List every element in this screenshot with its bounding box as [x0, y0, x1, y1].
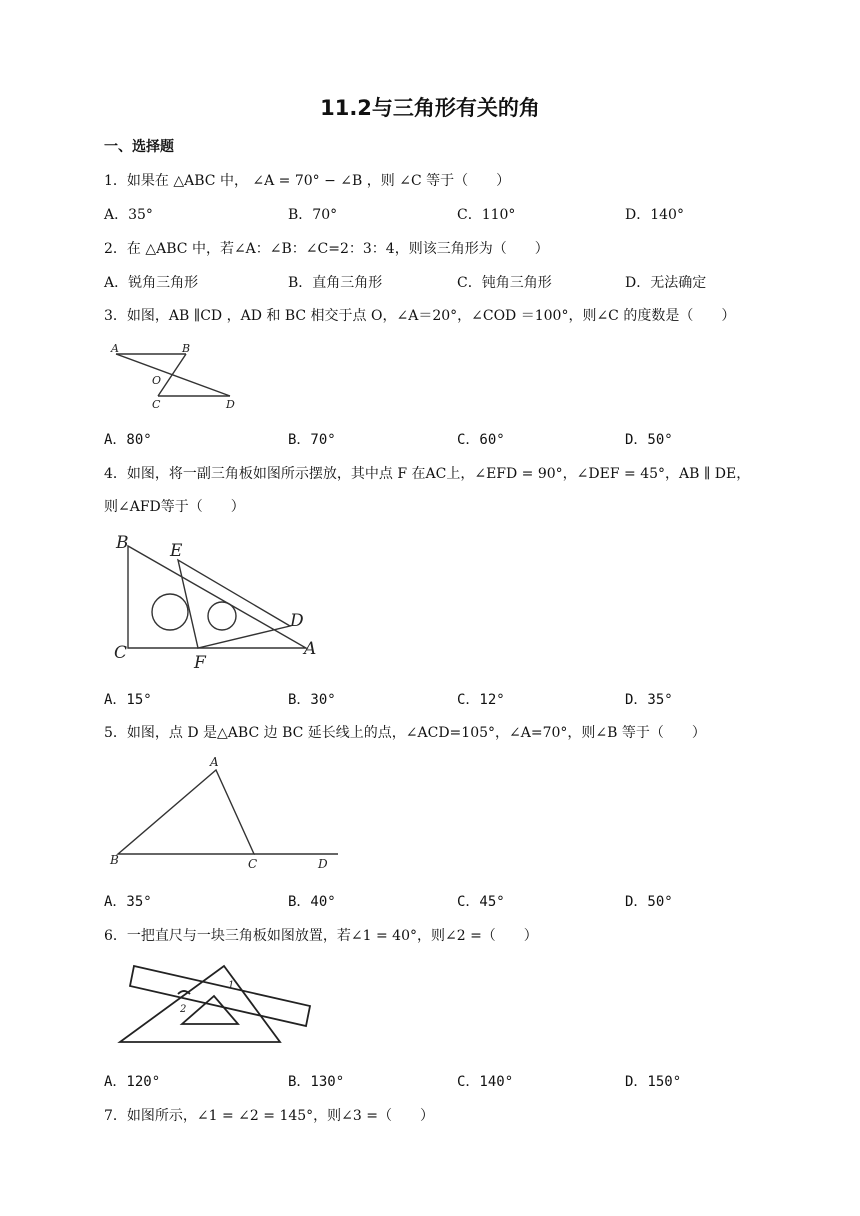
question-1-stem: 1．如果在 △ABC 中， ∠A = 70° − ∠B ，则 ∠C 等于（ ） [104, 173, 511, 189]
angle-2-arc [178, 991, 190, 994]
label-c: C [248, 857, 258, 871]
hole-circle-1 [152, 594, 188, 630]
label-a: A [111, 342, 119, 355]
label-b: B [116, 533, 129, 553]
question-5-stem: 5．如图，点 D 是△ABC 边 BC 延长线上的点，∠ACD=105°，∠A=70°，则∠B 等于（ ） [104, 725, 706, 741]
set-square-efd [178, 560, 290, 648]
question-3-stem: 3．如图，AB ∥CD ，AD 和 BC 相交于点 O，∠A＝20°，∠COD ＝100°，则∠C 的度数是（ ） [104, 308, 736, 324]
label-d: D [226, 398, 235, 411]
question-3-option-b[interactable]: B．70° [288, 432, 336, 448]
set-square-outer [120, 966, 280, 1042]
label-b: B [182, 342, 191, 355]
question-4-option-a[interactable]: A．15° [104, 692, 152, 708]
question-4-stem-cont: 则∠AFD等于（ ） [104, 499, 245, 515]
question-4-option-b[interactable]: B．30° [288, 692, 336, 708]
question-4-figure [110, 532, 330, 672]
question-5-option-b[interactable]: B．40° [288, 894, 336, 910]
triangle-abc [118, 770, 254, 854]
question-5-option-a[interactable]: A．35° [104, 894, 152, 910]
label-e: E [170, 541, 183, 561]
section-heading: 一、选择题 [104, 139, 174, 155]
question-2-stem: 2．在 △ABC 中，若∠A：∠B：∠C=2：3：4，则该三角形为（ ） [104, 241, 549, 257]
line-ad [116, 354, 230, 396]
label-f: F [194, 653, 206, 672]
question-1-option-c[interactable]: C．110° [457, 207, 516, 223]
label-d: D [290, 611, 304, 631]
page-title: 11.2与三角形有关的角 [320, 96, 540, 120]
label-angle-1: 1 [228, 980, 235, 991]
hole-circle-2 [208, 602, 236, 630]
question-5-figure [106, 752, 346, 874]
question-6-option-b[interactable]: B．130° [288, 1074, 345, 1090]
question-4-option-d[interactable]: D．35° [625, 692, 673, 708]
question-3-figure [108, 340, 248, 412]
question-7-stem: 7．如图所示，∠1 = ∠2 = 145°，则∠3 =（ ） [104, 1108, 434, 1124]
question-6-stem: 6．一把直尺与一块三角板如图放置，若∠1 = 40°，则∠2 =（ ） [104, 928, 538, 944]
line-bc [158, 354, 186, 396]
question-6-option-a[interactable]: A．120° [104, 1074, 161, 1090]
label-a: A [210, 755, 219, 769]
question-6-figure [112, 958, 318, 1050]
ruler [130, 966, 310, 1026]
question-2-option-d[interactable]: D．无法确定 [625, 275, 707, 291]
question-4-option-c[interactable]: C．12° [457, 692, 505, 708]
set-square-abc [128, 546, 306, 648]
question-3-option-d[interactable]: D．50° [625, 432, 673, 448]
label-o: O [152, 374, 162, 387]
question-1-option-d[interactable]: D．140° [625, 207, 684, 223]
question-5-option-c[interactable]: C．45° [457, 894, 505, 910]
label-c: C [152, 398, 161, 411]
label-c: C [114, 643, 128, 663]
question-3-option-c[interactable]: C．60° [457, 432, 505, 448]
question-5-option-d[interactable]: D．50° [625, 894, 673, 910]
question-6-option-d[interactable]: D．150° [625, 1074, 682, 1090]
question-2-option-b[interactable]: B．直角三角形 [288, 275, 383, 291]
label-angle-2: 2 [180, 1004, 187, 1015]
question-3-option-a[interactable]: A．80° [104, 432, 152, 448]
label-d: D [318, 857, 328, 871]
question-6-option-c[interactable]: C．140° [457, 1074, 514, 1090]
question-1-option-b[interactable]: B．70° [288, 207, 338, 223]
question-4-stem: 4．如图，将一副三角板如图所示摆放，其中点 F 在AC上，∠EFD = 90°，∠DEF = 45°，AB ∥ DE， [104, 466, 751, 482]
question-2-option-c[interactable]: C．钝角三角形 [457, 275, 552, 291]
label-b: B [110, 853, 119, 867]
question-2-option-a[interactable]: A．锐角三角形 [104, 275, 199, 291]
question-1-option-a[interactable]: A．35° [104, 207, 153, 223]
label-a: A [304, 639, 317, 659]
